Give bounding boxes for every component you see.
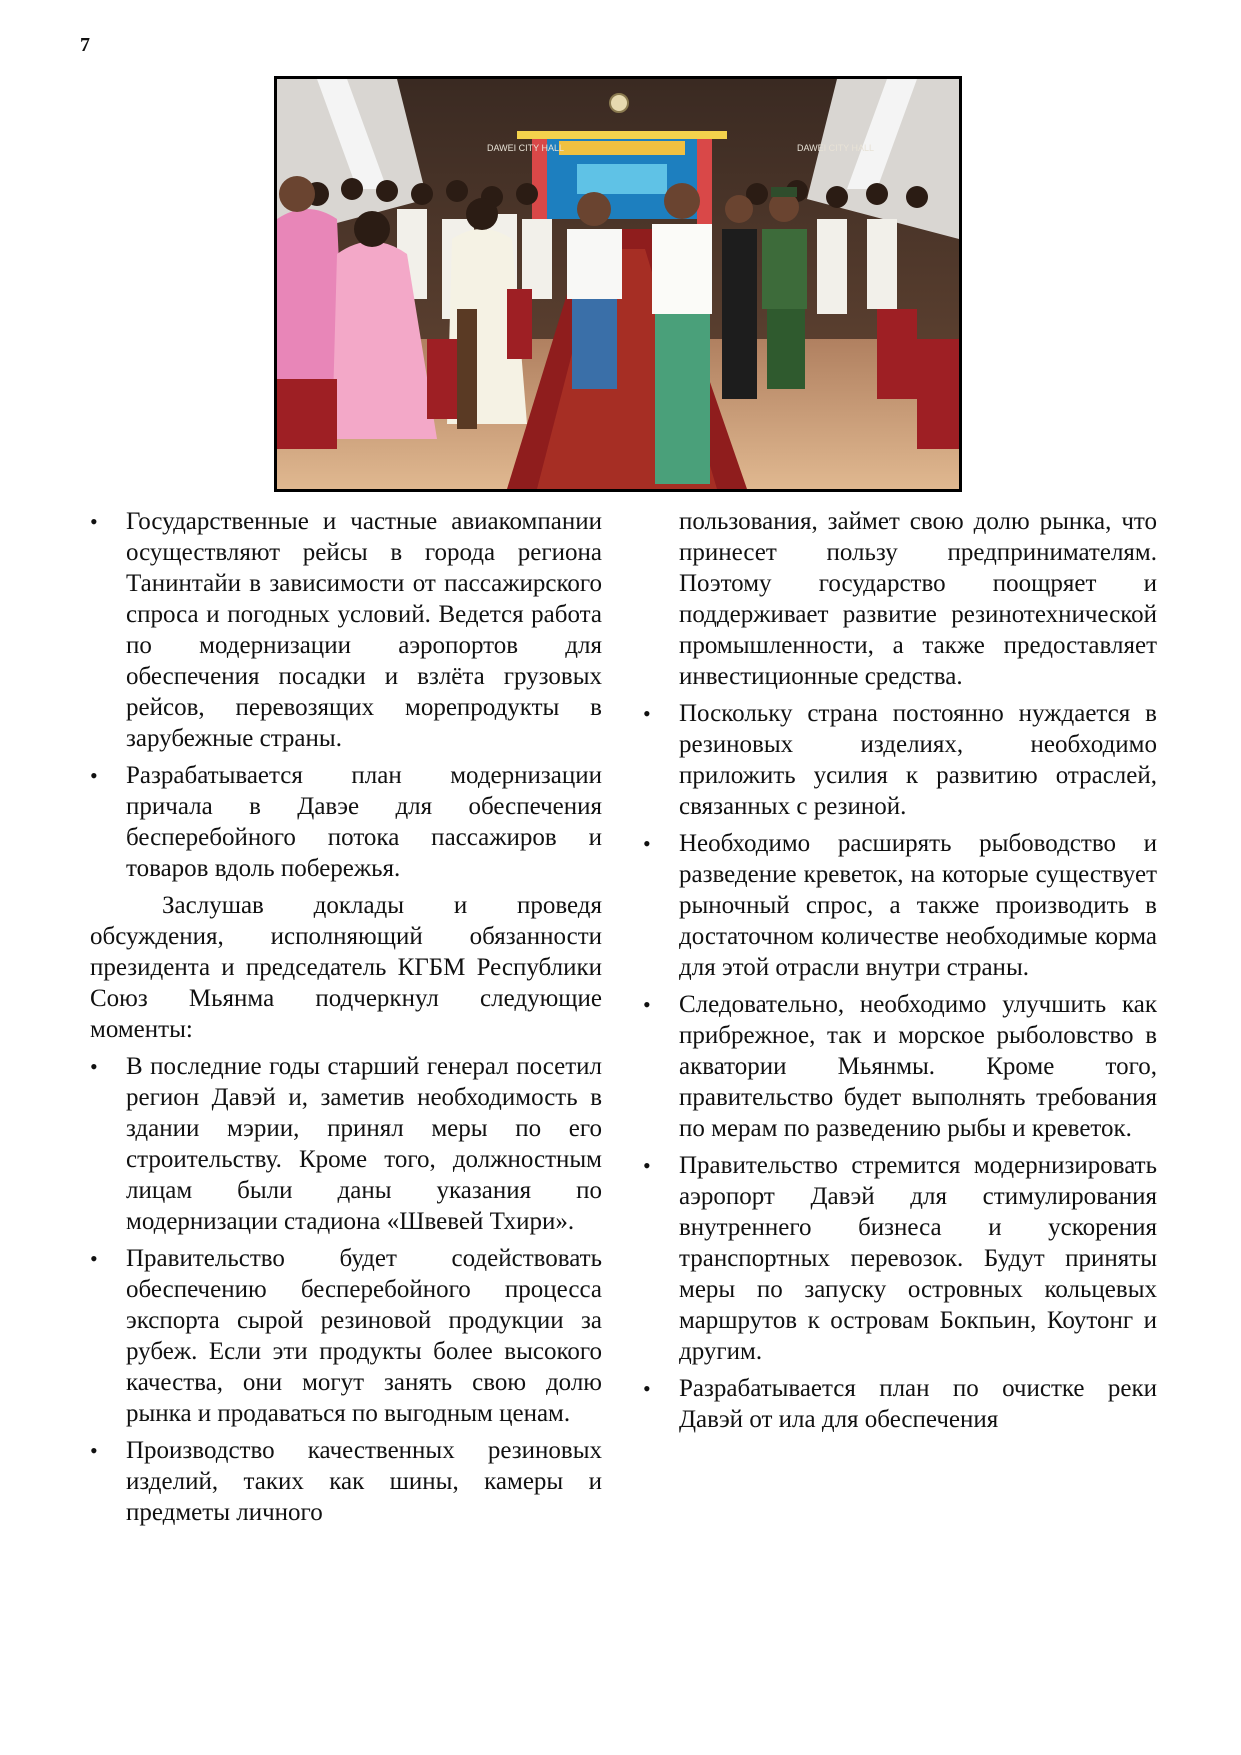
bullet-list-top [90, 506, 602, 884]
list-item: • Производство качественных резиновых изделий, таких как шины, камеры и предметы личного [90, 1435, 602, 1528]
event-photo [274, 76, 962, 492]
list-item: • Разрабатывается план модернизации причала в Давэе для обеспечения бесперебойного потока пассажиров и товаров вдоль побережья. [90, 760, 602, 884]
hall-sign-left: DAWEI CITY HALL [487, 143, 565, 153]
event-photo-illustration [277, 79, 959, 489]
list-item: • В последние годы старший генерал посетил регион Давэй и, заметив необходимость в здании мэрии, принял меры по его строительству. Кроме того, должностным лицам были даны указания по модернизации стадиона «Швевей Тхири». [90, 1051, 602, 1237]
bullet-list-right [643, 506, 1157, 1435]
list-item: • Поскольку страна постоянно нуждается в резиновых изделиях, необходимо приложить усилия к развитию отраслей, связанных с резиной. [643, 698, 1157, 822]
list-item: • Следовательно, необходимо улучшить как прибрежное, так и морское рыболовство в акватории Мьянмы. Кроме того, правительство будет выполнять требования по мерам по разведению рыбы и креветок. [643, 989, 1157, 1144]
list-item: • Необходимо расширять рыбоводство и разведение креветок, на которые существует рыночный спрос, а также производить в достаточном количестве необходимые корма для этой отрасли внутри страны. [643, 828, 1157, 983]
list-item: • Правительство стремится модернизировать аэропорт Давэй для стимулирования внутреннего бизнеса и ускорения транспортных перевозок. Будут приняты меры по запуску островных кольцевых маршрутов к островам Бокпьин, Коутонг и другим. [643, 1150, 1157, 1367]
list-item: • Правительство будет содействовать обеспечению бесперебойного процесса экспорта сырой резиновой продукции за рубеж. Если эти продукты более высокого качества, они могут занять свою долю рынка и продаваться по выгодным ценам. [90, 1243, 602, 1429]
list-item: • Разрабатывается план по очистке реки Давэй от ила для обеспечения [643, 1373, 1157, 1435]
right-column [643, 506, 1157, 1441]
left-column [90, 506, 602, 1534]
page-number: 7 [80, 34, 90, 56]
body-paragraph: Заслушав доклады и проведя обсуждения, исполняющий обязанности президента и председатель КГБМ Республики Союз Мьянма подчеркнул следующие моменты: [90, 892, 602, 1043]
hall-sign-right: DAWEI CITY HALL [797, 143, 875, 153]
list-item: • Государственные и частные авиакомпании осуществляют рейсы в города региона Танинтайи в зависимости от пассажирского спроса и погодных условий. Ведется работа по модернизации аэропортов для обеспечения посадки и взлёта грузовых рейсов, перевозящих морепродукты в зарубежные страны. [90, 506, 602, 754]
list-item-continuation: пользования, займет свою долю рынка, что принесет пользу предпринимателям. Поэтому государство поощряет и поддерживает развитие резинотехнической промышленности, а также предоставляет инвестиционные средства. [679, 508, 1157, 690]
bullet-list-bottom [90, 1051, 602, 1528]
